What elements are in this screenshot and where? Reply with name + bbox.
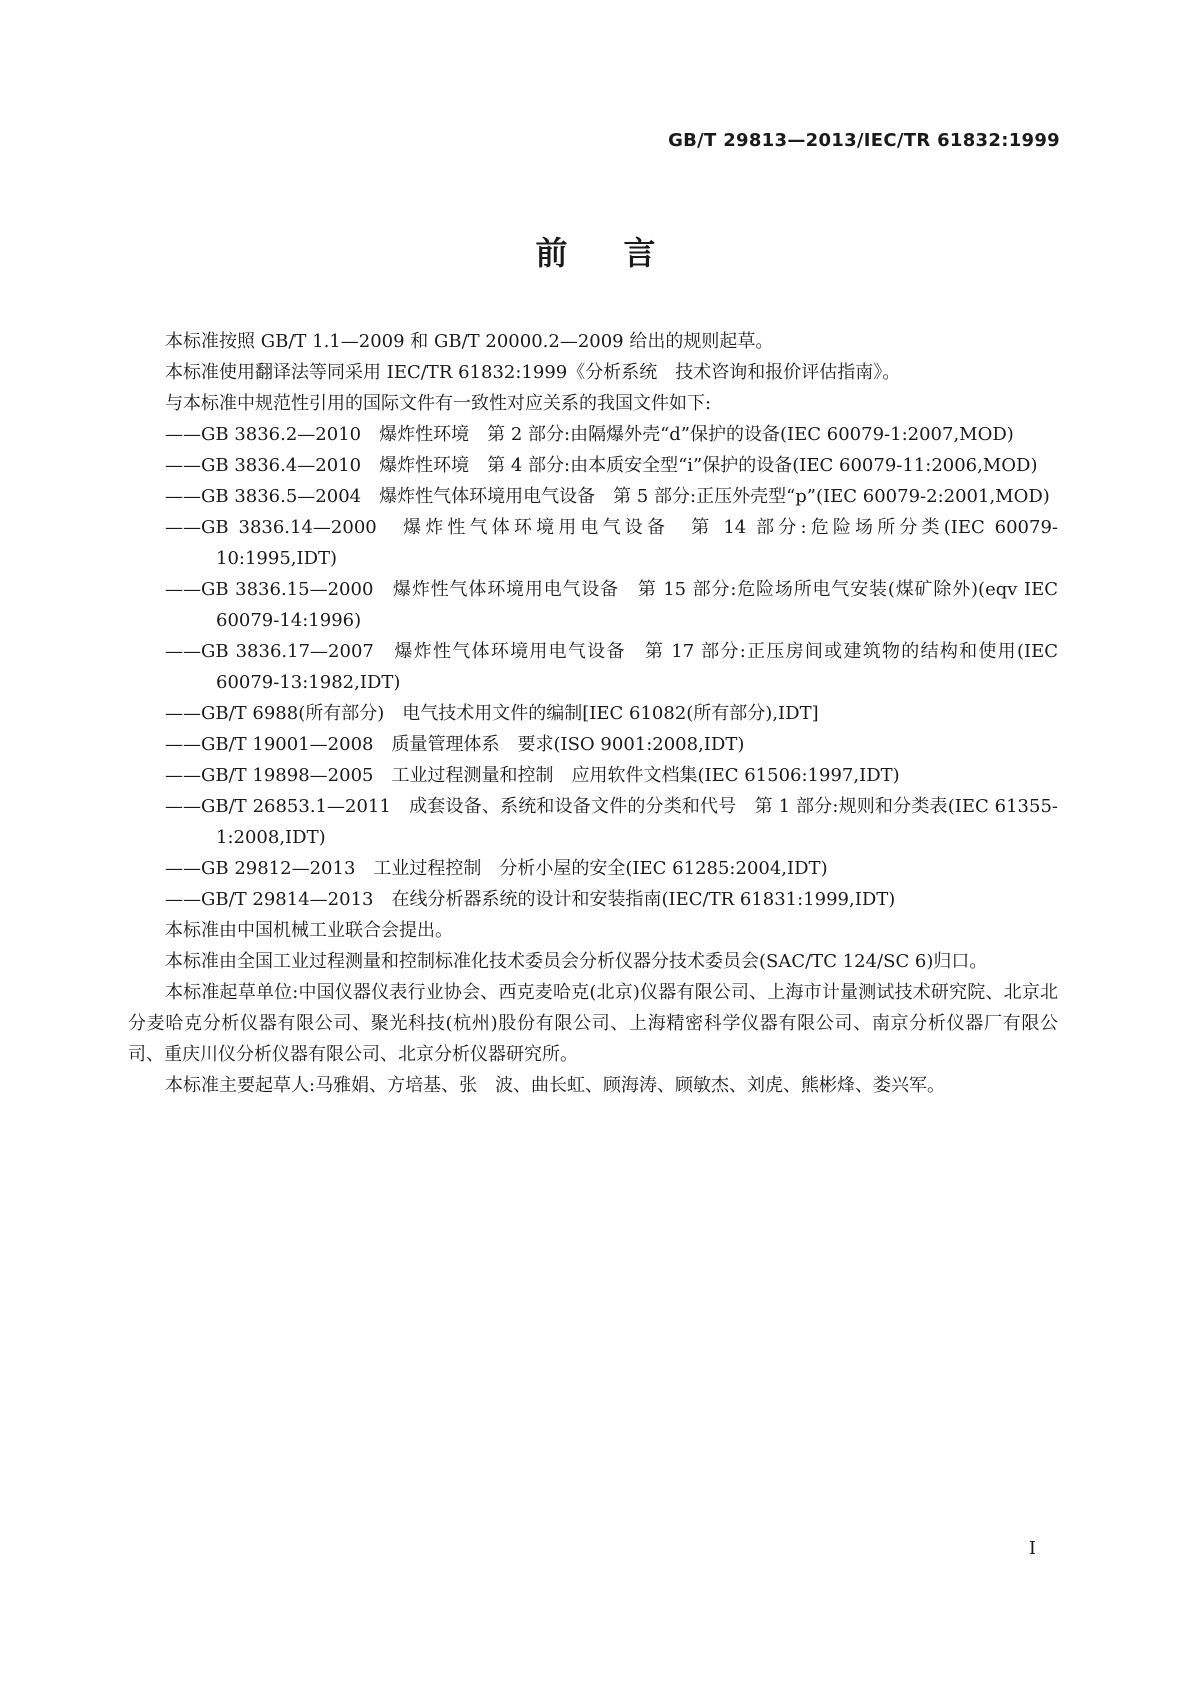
page-number: I bbox=[1028, 1538, 1036, 1559]
reference-item: ——GB/T 29814—2013 在线分析器系统的设计和安装指南(IEC/TR 61831:1999,IDT) bbox=[165, 889, 896, 910]
reference-item: ——GB/T 26853.1—2011 成套设备、系统和设备文件的分类和代号 第 1 部分:规则和分类表(IEC 61355-1:2008,IDT) bbox=[165, 796, 1058, 848]
reference-item: ——GB 3836.15—2000 爆炸性气体环境用电气设备 第 15 部分:危险场所电气安装(煤矿除外)(eqv IEC 60079-14:1996) bbox=[165, 579, 1058, 631]
reference-item: ——GB 3836.14—2000 爆炸性气体环境用电气设备 第 14 部分:危险场所分类(IEC 60079-10:1995,IDT) bbox=[165, 517, 1058, 569]
reference-item: ——GB 3836.17—2007 爆炸性气体环境用电气设备 第 17 部分:正压房间或建筑物的结构和使用(IEC 60079-13:1982,IDT) bbox=[165, 641, 1058, 693]
reference-item: ——GB 29812—2013 工业过程控制 分析小屋的安全(IEC 61285:2004,IDT) bbox=[165, 858, 828, 879]
reference-item: ——GB/T 6988(所有部分) 电气技术用文件的编制[IEC 61082(所有部分),IDT] bbox=[165, 703, 819, 724]
foreword-body bbox=[128, 326, 1058, 1101]
reference-item: ——GB/T 19898—2005 工业过程测量和控制 应用软件文档集(IEC 61506:1997,IDT) bbox=[165, 765, 900, 786]
reference-item: ——GB 3836.4—2010 爆炸性环境 第 4 部分:由本质安全型“i”保护的设备(IEC 60079-11:2006,MOD) bbox=[165, 455, 1038, 476]
reference-list bbox=[128, 419, 1058, 915]
paragraph-adoption: 本标准使用翻译法等同采用 IEC/TR 61832:1999《分析系统 技术咨询和报价评估指南》。 bbox=[165, 362, 901, 383]
paragraph-drafting-rules: 本标准按照 GB/T 1.1—2009 和 GB/T 20000.2—2009 给出的规则起草。 bbox=[165, 331, 774, 352]
paragraph-drafting-units: 本标准起草单位:中国仪器仪表行业协会、西克麦哈克(北京)仪器有限公司、上海市计量测试技术研究院、北京北分麦哈克分析仪器有限公司、聚光科技(杭州)股份有限公司、上海精密科学仪器有限公司、南京分析仪器厂有限公司、重庆川仪分析仪器有限公司、北京分析仪器研究所。 bbox=[128, 982, 1058, 1065]
reference-item: ——GB 3836.2—2010 爆炸性环境 第 2 部分:由隔爆外壳“d”保护的设备(IEC 60079-1:2007,MOD) bbox=[165, 424, 1014, 445]
reference-item: ——GB 3836.5—2004 爆炸性气体环境用电气设备 第 5 部分:正压外壳型“p”(IEC 60079-2:2001,MOD) bbox=[165, 486, 1050, 507]
paragraph-reference-intro: 与本标准中规范性引用的国际文件有一致性对应关系的我国文件如下: bbox=[165, 393, 712, 414]
paragraph-drafters: 本标准主要起草人:马雅娟、方培基、张 波、曲长虹、顾海涛、顾敏杰、刘虎、熊彬烽、娄兴军。 bbox=[165, 1075, 946, 1096]
paragraph-proposer: 本标准由中国机械工业联合会提出。 bbox=[165, 920, 453, 941]
page-title: 前言 bbox=[535, 234, 712, 272]
standard-number: GB/T 29813—2013/IEC/TR 61832:1999 bbox=[668, 130, 1060, 151]
reference-item: ——GB/T 19001—2008 质量管理体系 要求(ISO 9001:2008,IDT) bbox=[165, 734, 745, 755]
paragraph-committee: 本标准由全国工业过程测量和控制标准化技术委员会分析仪器分技术委员会(SAC/TC 124/SC 6)归口。 bbox=[165, 951, 988, 972]
